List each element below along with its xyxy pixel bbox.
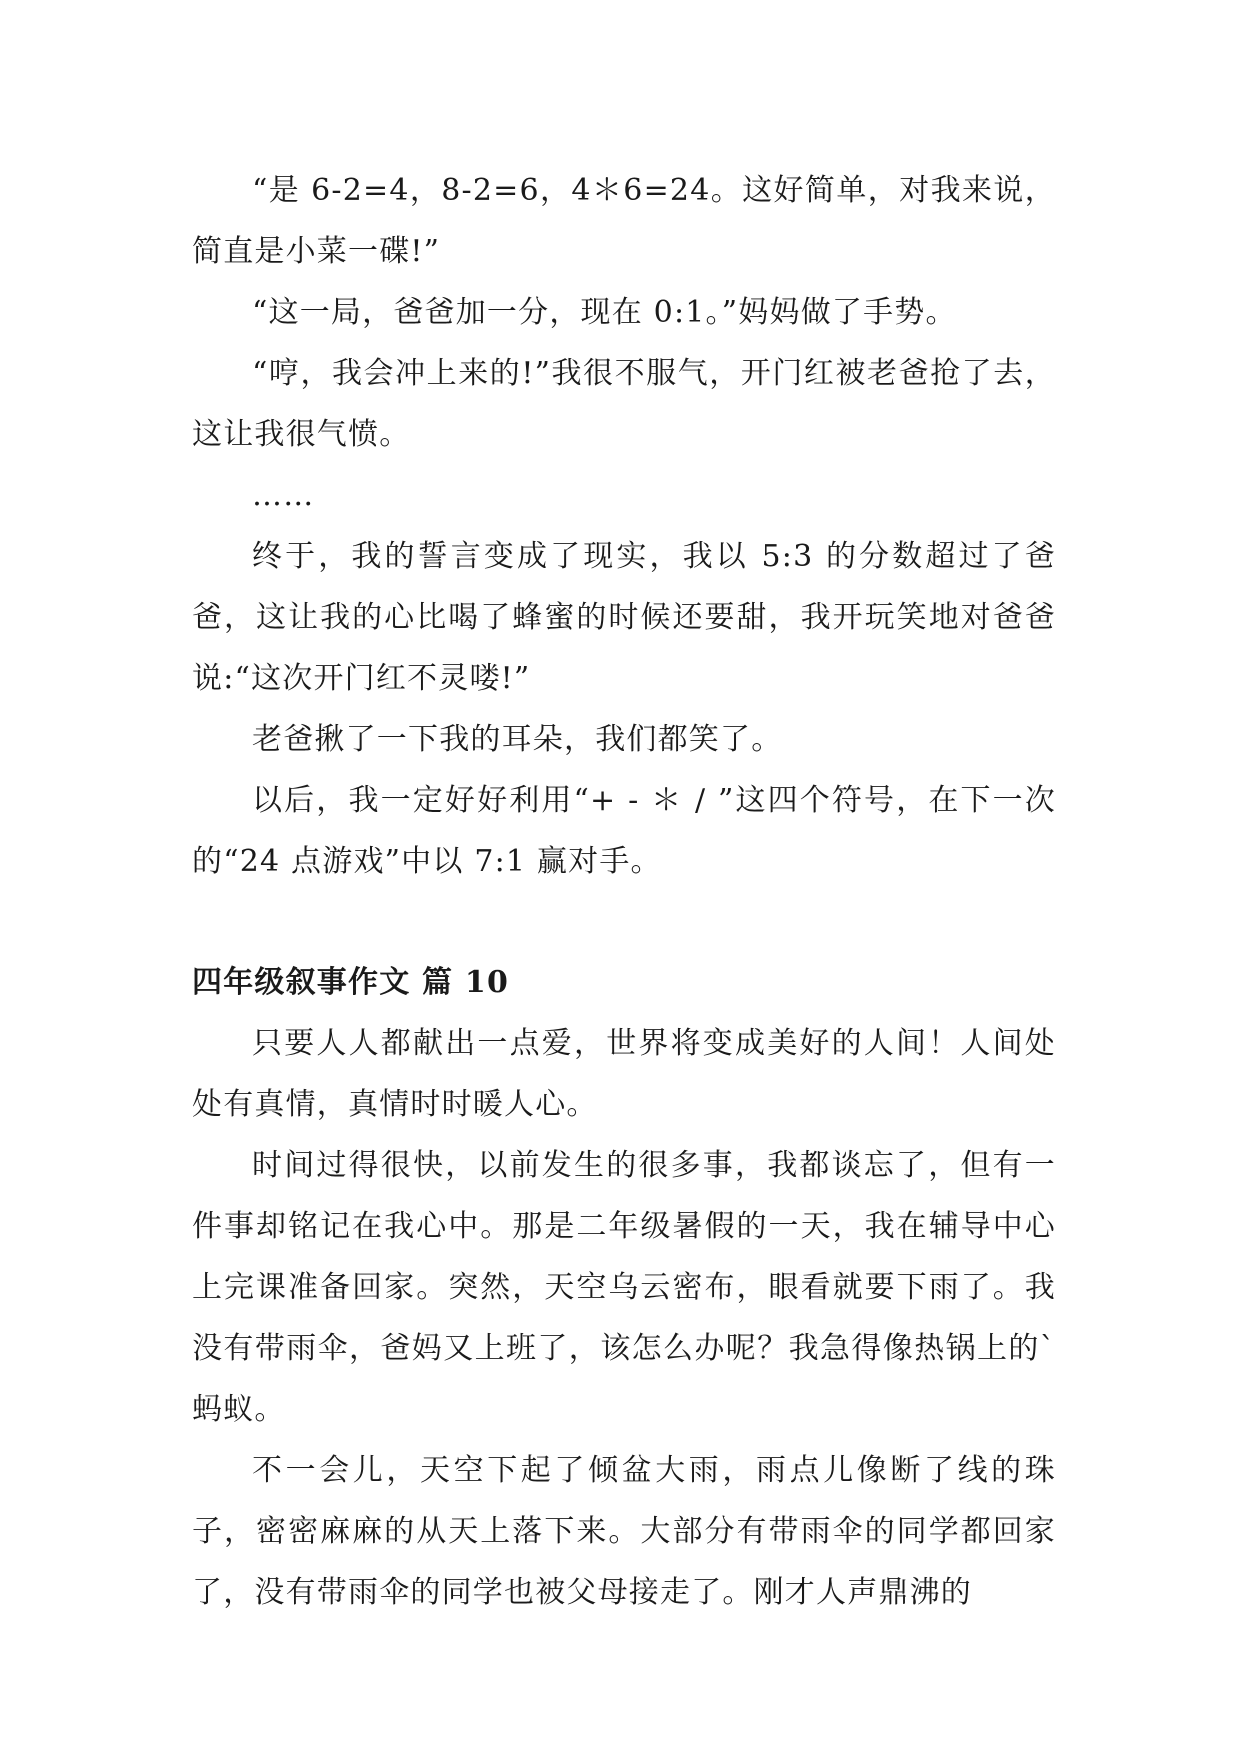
paragraph: 只要人人都献出一点爱，世界将变成美好的人间！人间处处有真情，真情时时暖人心。 (192, 1026, 1056, 1122)
paragraph: “这一局，爸爸加一分，现在 0:1。”妈妈做了手势。 (252, 295, 957, 330)
paragraph: 时间过得很快，以前发生的很多事，我都谈忘了，但有一件事却铭记在我心中。那是二年级暑假的一天，我在辅导中心上完课准备回家。突然，天空乌云密布，眼看就要下雨了。我没有带雨伞，爸妈又上班了，该怎么办呢？我急得像热锅上的`蚂蚁。 (192, 1148, 1056, 1427)
paragraph: 以后，我一定好好利用“+ - ＊ / ”这四个符号，在下一次的“24 点游戏”中以 7:1 赢对手。 (192, 783, 1056, 879)
paragraph: 老爸揪了一下我的耳朵，我们都笑了。 (252, 722, 783, 757)
ellipsis-paragraph: …… (252, 478, 315, 513)
paragraph: 终于，我的誓言变成了现实，我以 5:3 的分数超过了爸爸，这让我的心比喝了蜂蜜的时候还要甜，我开玩笑地对爸爸说:“这次开门红不灵喽!” (192, 539, 1056, 696)
paragraph: “哼，我会冲上来的!”我很不服气，开门红被老爸抢了去，这让我很气愤。 (192, 356, 1056, 452)
paragraph: “是 6-2=4，8-2=6，4＊6=24。这好简单，对我来说，简直是小菜一碟!” (192, 173, 1056, 269)
paragraph: 不一会儿，天空下起了倾盆大雨，雨点儿像断了线的珠子，密密麻麻的从天上落下来。大部分有带雨伞的同学都回家了，没有带雨伞的同学也被父母接走了。刚才人声鼎沸的 (192, 1453, 1056, 1610)
section-heading: 四年级叙事作文 篇 10 (192, 965, 510, 1000)
document-page (192, 160, 1056, 1623)
